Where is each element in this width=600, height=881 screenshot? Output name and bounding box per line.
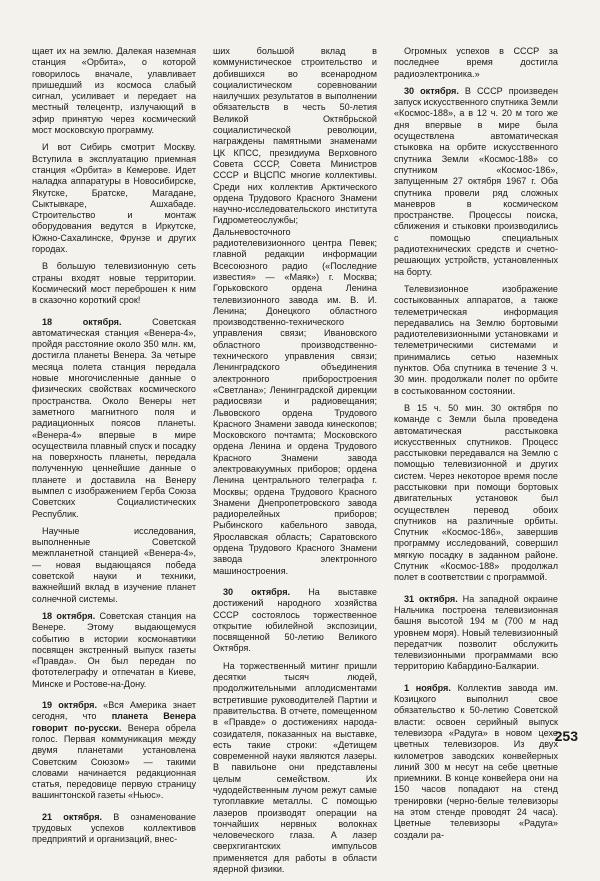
date-heading: 31 октября.: [404, 593, 458, 604]
paragraph-text: Советская станция на Венере. Этому выдающемуся событию в истории космонавтики посвящен экстренный выпуск газеты «Правда». Он был передан по фототелеграфу и отпечатан в Киеве, Минске и Ростове-на-Дону.: [32, 610, 196, 689]
date-heading: 18 октября.: [42, 316, 122, 327]
text-column-2: [213, 46, 377, 881]
page-number: 253: [554, 728, 578, 744]
date-heading: 30 октября.: [404, 85, 459, 96]
paragraph: Научные исследования, выполненные Советской межпланетной станцией «Венера-4», — новая выдающаяся победа советской науки и техники, важнейший вклад в изучение планет солнечной системы.: [32, 525, 196, 604]
dated-paragraph: [213, 587, 377, 655]
paragraph-text: Венера обрела голос. Первая коммуникация между двумя планетами установлена Советским Союзом» — такими словами начинается редакционная статья, передовице первую страницу вашингтонской газеты «Ньюс».: [32, 722, 196, 801]
date-heading: 21 октября.: [42, 811, 103, 822]
paragraph-text: «Вся Америка знает сегодня, что: [32, 700, 196, 722]
paragraph: Телевизионное изображение состыкованных аппаратов, а также телеметрическая информация передавались на Землю бортовыми радиотелевизионными установками и телеметрическими системами и принимались сетью наземных пунктов. Оба спутника в течение 3 ч. 30 мин. продолжали полет по орбите в состыкованном состоянии.: [394, 283, 558, 396]
paragraph-text: Советская автоматическая станция «Венера-4», пройдя расстояние около 350 млн. км, достигла планеты Венера. За четыре месяца полета станция передала новые многочисленные данные о физических свойствах космического пространства. Около Венеры нет заметного магнитного поля и радиационных поясов планеты. «Венера-4» впервые в мире осуществила плавный спуск и посадку на поверхность планеты, передала полученную ценнейшие данные о планете и доставила на Венеру вымпел с изображением Герба Союза Советских Социалистических Республик.: [32, 316, 196, 519]
text-column-3: [394, 46, 558, 847]
dated-paragraph: [394, 594, 558, 673]
paragraph: И вот Сибирь смотрит Москву. Вступила в эксплуатацию приемная станция «Орбита» в Кемерове. Идет наладка аппаратуры в Новосибирске, Якутске, Братске, Магадане, Сыктывкаре, Ашхабаде. Строительство и монтаж оборудования ведутся в Иркутске, Южно-Сахалинске, Фрунзе и других городах.: [32, 142, 196, 255]
dated-paragraph: [394, 683, 558, 841]
paragraph-text: Коллектив завода им. Козицкого выполнил свое обязательство к 50-летию Советской власти: освоен серийный выпуск телевизора «Радуга» в новом цехе цветных телевизоров. Из двух километров заводских конвейерных линий 300 м несут на себе цветные приемники. В конце конвейера они на 150 часов попадают на стенд тренировки (черно-белые телевизоры на этом стенде проводят 24 часа). Цветные телевизоры «Радуга» создали ра-: [394, 682, 558, 840]
paragraph: щает их на землю. Далекая наземная станция «Орбита», о которой говорилось вначале, улавливает пришедший из космоса слабый сигнал, усиливает и передает на местный телецентр, излучающий в эфир принятую через космический мост московскую программу.: [32, 46, 196, 136]
date-heading: 18 октября.: [42, 610, 96, 621]
date-heading: 30 октября.: [223, 586, 291, 597]
dated-paragraph: [394, 86, 558, 278]
paragraph: В большую телевизионную сеть страны входят новые территории. Космический мост переброшен к ним в сказочно короткий срок!: [32, 261, 196, 306]
paragraph: В 15 ч. 50 мин. 30 октября по команде с Земли была проведена автоматическая расстыковка искусственных спутников. Процесс расстыковки передавался на Землю с помощью телевизионной и других систем. Через некоторое время после расстыковки при помощи бортовых двигательных установок был осуществлен перевод обоих спутников на различные орбиты. Спутник «Космос-186», завершив программу исследований, совершил мягкую посадку в заданном районе. Спутник «Космос-188» продолжал полет в соответствии с программой.: [394, 402, 558, 583]
paragraph: ших большой вклад в коммунистическое строительство и добившихся во всенародном социалистическом соревновании наилучших результатов в выполнении обязательств в честь 50-летия Великой Октябрьской социалистической революции, награждены памятными знаменами ЦК КПСС, президиума Верховного Совета СССР, Совета Министров СССР и ВЦСПС многие коллективы. Среди них коллектив Арктического ордена Трудового Красного Знамени научно-исследовательского института Гидрометеослужбы; Дальневосточного радиотелевизионного центра Певек; главной редакции информации Всесоюзного радио («Последние известия» — «Маяк») г. Москва; Горьковского ордена Ленина телевизионного завода им. В. И. Ленина; Донецкого областного производственно-технического управления связи; Ивановского областного производственно-технического управления связи; Ленинградского объединения электронного приборостроения «Светлана»; Ленинградской дирекции радиосвязи и радиовещания; Львовского ордена Трудового Красного Знамени завода кинескопов; Московского почтамта; Московского ордена Ленина и ордена Трудового Красного Знамени завода электровакуумных приборов; ордена Ленина центрального телеграфа г. Москвы; ордена Трудового Красного Знамени Днепропетровского завода радиорелейных приборов; Рыбинского кабельного завода, Ярославская область; Саратовского ордена Трудового Красного Знамени завода электронного машиностроения.: [213, 46, 377, 576]
date-heading: 19 октября.: [42, 700, 98, 711]
text-column-1: [32, 46, 196, 852]
dated-paragraph: [32, 611, 196, 690]
dated-paragraph: [32, 812, 196, 846]
dated-paragraph: [32, 317, 196, 520]
paragraph: На торжественный митинг пришли десятки тысяч людей, продолжительными аплодисментами встретившие руководителей Партии и правительства. В отчете, помещенном в «Правде» о достижениях народа-созидателя, показанных на выставке, есть такие строки: «Детищем современной науки являются лазеры. В павильоне они представлены целым семейством. Их чудодейственным лучом режут самые тугоплавкие металлы. С помощью лазеров производят операции на тончайших нервных волокнах человеческого глаза. А лазер сверхгигантских импульсов применяется для работы в области ядерной физики.: [213, 660, 377, 875]
date-heading: 1 ноября.: [404, 682, 451, 693]
bold-quote: планета Венера говорит по-русски.: [32, 711, 196, 733]
paragraph-text: На выставке достижений народного хозяйства СССР состоялось торжественное открытие юбилейной экспозиции, посвященной 50-летию Великого Октября.: [213, 586, 377, 654]
dated-paragraph: [32, 700, 196, 802]
paragraph: Огромных успехов в СССР за последнее время достигла радиоэлектроника.»: [394, 46, 558, 79]
paragraph-text: В ознаменование трудовых успехов коллективов предприятий и организаций, внес-: [32, 811, 196, 845]
paragraph-text: На западной окраине Нальчика построена телевизионная башня высотой 194 м (700 м над уровнем моря). Новый телевизионный передатчик позволит обслужить телевизионными программами всю территорию Кабардино-Балкарии.: [394, 593, 558, 672]
paragraph-text: В СССР произведен запуск искусственного спутника Земли «Космос-188», а в 12 ч. 20 м того же дня впервые в мире была осуществлена автоматическая стыковка на орбите искусственного спутника Земли «Космос-188» со спутником «Космос-186», запущенным 27 октября 1967 г. Оба спутника провели ряд сложных маневров в космическом пространстве. Процессы поиска, сближения и стыковки производились с помощью специальных радиотехнических средств и счетно-решающих устройств, установленных на борту.: [394, 85, 558, 277]
